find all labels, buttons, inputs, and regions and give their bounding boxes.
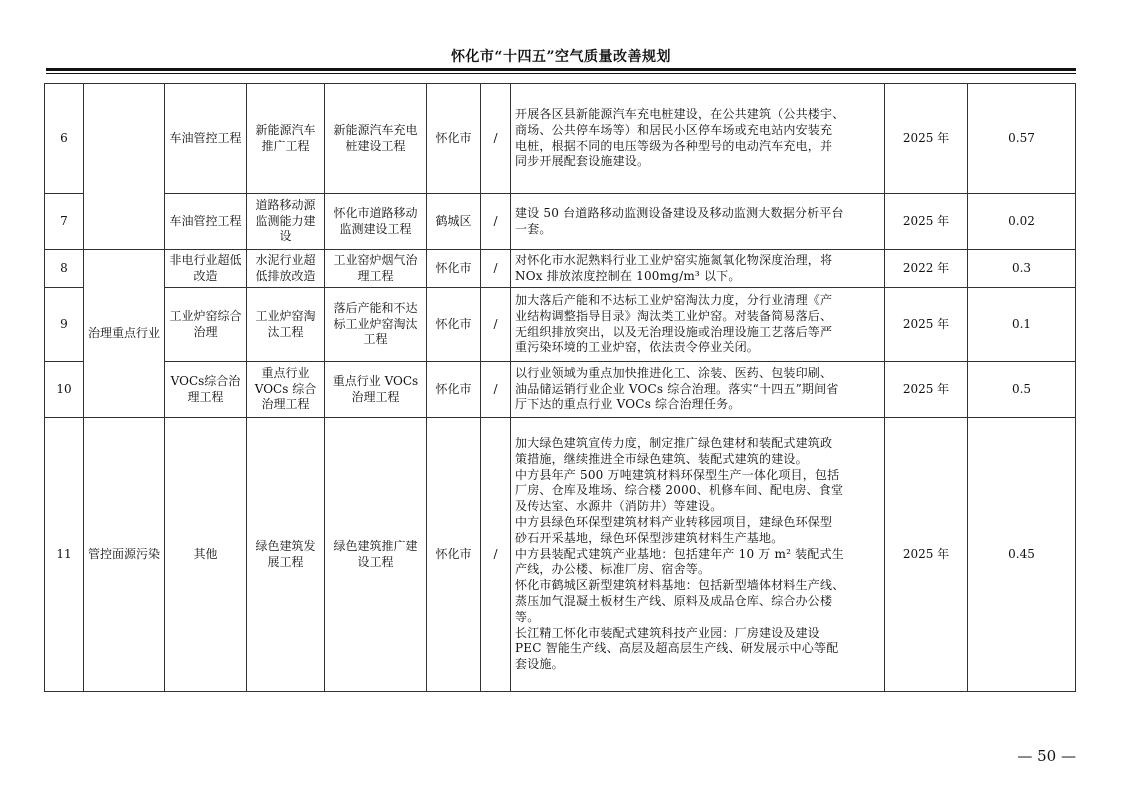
description-line: PEC 智能生产线、高层及超高层生产线、研发展示中心等配 xyxy=(515,641,839,656)
completion-year: 2025 年 xyxy=(885,288,968,362)
project-type: VOCs综合治理工程 xyxy=(165,362,247,418)
description-line: 怀化市鹤城区新型建筑材料基地：包括新型墙体材料生产线、 xyxy=(515,578,845,593)
project-description xyxy=(511,418,885,692)
description-line: 及传达室、水源井（消防井）等建设。 xyxy=(515,499,723,514)
description-line: 厂房、仓库及堆场、综合楼 2000、机修车间、配电房、食堂 xyxy=(515,483,844,498)
description-line: 中方县装配式建筑产业基地：包括建年产 10 万 m² 装配式生 xyxy=(515,546,844,561)
description-line: NOx 排放浓度控制在 100mg/m³ 以下。 xyxy=(515,268,741,283)
description-line: 砂石开采基地，绿色环保型涉建筑材料生产基地。 xyxy=(515,530,784,545)
description-line: 建设 50 台道路移动监测设备建设及移动监测大数据分析平台 xyxy=(515,205,844,220)
project-type: 车油管控工程 xyxy=(165,84,247,194)
description-line: 策措施，继续推进全市绿色建筑、装配式建筑的建设。 xyxy=(515,451,808,466)
row-number: 6 xyxy=(45,84,84,194)
investment-amount: 0.5 xyxy=(968,362,1076,418)
description-line: 以行业领域为重点加快推进化工、涂装、医药、包装印刷、 xyxy=(515,365,833,380)
header-rule-thick xyxy=(46,68,1076,71)
project-location: 怀化市 xyxy=(427,362,481,418)
project-name: 绿色建筑推广建设工程 xyxy=(325,418,427,692)
row-number: 7 xyxy=(45,194,84,250)
description-line: 厅下达的重点行业 VOCs 综合治理任务。 xyxy=(515,397,741,412)
completion-year: 2025 年 xyxy=(885,84,968,194)
investment-amount: 0.57 xyxy=(968,84,1076,194)
category-cell-key-industry: 治理重点行业 xyxy=(84,250,165,418)
document-header-title: 怀化市“十四五”空气质量改善规划 xyxy=(450,49,672,65)
project-location: 怀化市 xyxy=(427,288,481,362)
project-name: 重点行业 VOCs 治理工程 xyxy=(325,362,427,418)
project-subtype: 工业炉窑淘汰工程 xyxy=(247,288,325,362)
description-line: 加大绿色建筑宣传力度，制定推广绿色建材和装配式建筑政 xyxy=(515,436,833,451)
project-description xyxy=(511,288,885,362)
description-line: 开展各区县新能源汽车充电桩建设，在公共建筑（公共楼宇、 xyxy=(515,106,845,121)
description-line: 商场、公共停车场等）和居民小区停车场或充电站内安装充 xyxy=(515,122,833,137)
project-description xyxy=(511,250,885,288)
project-table xyxy=(44,83,1076,692)
investment-amount: 0.1 xyxy=(968,288,1076,362)
description-line: 蒸压加气混凝土板材生产线、原料及成品仓库、综合办公楼 xyxy=(515,593,833,608)
description-line: 业结构调整指导目录》淘汰类工业炉窑。对装备简易落后、 xyxy=(515,308,833,323)
project-name: 怀化市道路移动监测建设工程 xyxy=(325,194,427,250)
description-line: 电桩，根据不同的电压等级为各种型号的电动汽车充电，并 xyxy=(515,138,833,153)
project-location: 怀化市 xyxy=(427,84,481,194)
description-line: 中方县绿色环保型建筑材料产业转移园项目，建绿色环保型 xyxy=(515,515,833,529)
table-row xyxy=(45,288,1076,362)
project-name: 工业窑炉烟气治理工程 xyxy=(325,250,427,288)
description-line: 等。 xyxy=(515,609,540,624)
project-name: 落后产能和不达标工业炉窑淘汰工程 xyxy=(325,288,427,362)
project-extra: / xyxy=(481,250,511,288)
description-line: 套设施。 xyxy=(515,657,564,672)
description-line: 一套。 xyxy=(515,221,552,236)
description-line: 同步开展配套设施建设。 xyxy=(515,154,650,169)
category-cell-vehicle xyxy=(84,84,165,250)
project-extra: / xyxy=(481,194,511,250)
investment-amount: 0.45 xyxy=(968,418,1076,692)
project-location: 怀化市 xyxy=(427,250,481,288)
project-description xyxy=(511,362,885,418)
project-subtype: 绿色建筑发展工程 xyxy=(247,418,325,692)
project-name: 新能源汽车充电桩建设工程 xyxy=(325,84,427,194)
description-line: 油品储运销行业企业 VOCs 综合治理。落实“十四五”期间省 xyxy=(515,381,839,396)
table-row xyxy=(45,84,1076,194)
description-line: 长江精工怀化市装配式建筑科技产业园：厂房建设及建设 xyxy=(515,625,821,640)
row-number: 8 xyxy=(45,250,84,288)
description-line: 对怀化市水泥熟料行业工业炉窑实施氮氧化物深度治理，将 xyxy=(515,252,833,267)
project-location: 怀化市 xyxy=(427,418,481,692)
project-subtype: 新能源汽车推广工程 xyxy=(247,84,325,194)
table-row xyxy=(45,250,1076,288)
row-number: 11 xyxy=(45,418,84,692)
description-line: 重污染环境的工业炉窑，依法责令停业关闭。 xyxy=(515,340,760,355)
description-line: 加大落后产能和不达标工业炉窑淘汰力度，分行业清理《产 xyxy=(515,292,833,307)
completion-year: 2025 年 xyxy=(885,362,968,418)
project-location: 鹤城区 xyxy=(427,194,481,250)
project-extra: / xyxy=(481,362,511,418)
description-line: 中方县年产 500 万吨建筑材料环保型生产一体化项目，包括 xyxy=(515,467,840,482)
description-line: 产线，办公楼、标准厂房、宿舍等。 xyxy=(515,562,711,577)
project-type: 车油管控工程 xyxy=(165,194,247,250)
row-number: 10 xyxy=(45,362,84,418)
description-line: 无组织排放突出，以及无治理设施或治理设施工艺落后等严 xyxy=(515,324,833,339)
completion-year: 2025 年 xyxy=(885,194,968,250)
table-row xyxy=(45,418,1076,692)
project-type: 其他 xyxy=(165,418,247,692)
row-number: 9 xyxy=(45,288,84,362)
project-subtype: 水泥行业超低排放改造 xyxy=(247,250,325,288)
page-number: — 50 — xyxy=(1017,747,1076,765)
project-subtype: 重点行业VOCs 综合治理工程 xyxy=(247,362,325,418)
project-extra: / xyxy=(481,288,511,362)
project-description xyxy=(511,194,885,250)
project-extra: / xyxy=(481,84,511,194)
investment-amount: 0.02 xyxy=(968,194,1076,250)
project-type: 工业炉窑综合治理 xyxy=(165,288,247,362)
header-rule-thin xyxy=(46,73,1076,74)
table-row xyxy=(45,362,1076,418)
project-description xyxy=(511,84,885,194)
investment-amount: 0.3 xyxy=(968,250,1076,288)
completion-year: 2022 年 xyxy=(885,250,968,288)
project-subtype: 道路移动源监测能力建设 xyxy=(247,194,325,250)
table-row xyxy=(45,194,1076,250)
project-extra: / xyxy=(481,418,511,692)
category-cell-area-source: 管控面源污染 xyxy=(84,418,165,692)
project-type: 非电行业超低改造 xyxy=(165,250,247,288)
completion-year: 2025 年 xyxy=(885,418,968,692)
